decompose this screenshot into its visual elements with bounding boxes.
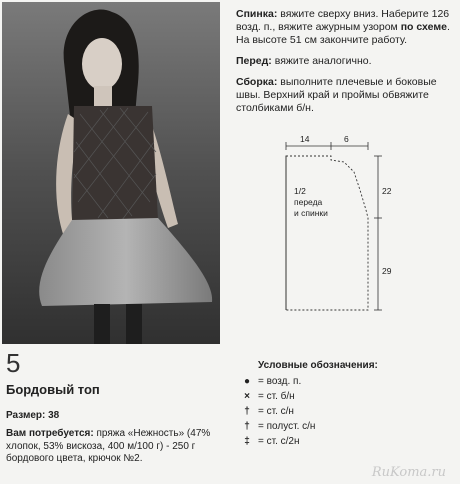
legend-text: = полуст. с/н: [258, 421, 316, 432]
back-text: вяжите сверху вниз. Наберите 126 возд. п., вяжите ажурным узором: [236, 8, 450, 33]
dim-top-left: 14: [300, 134, 310, 144]
size-label: Размер:: [6, 410, 46, 421]
size-line: [6, 410, 59, 421]
piece-label-2: переда: [294, 197, 323, 207]
piece-label-3: и спинки: [294, 208, 328, 218]
chain-stitch-icon: ●: [243, 376, 251, 387]
instructions: [236, 8, 458, 123]
back-instructions: [236, 8, 458, 47]
front-text: вяжите аналогично.: [271, 55, 372, 67]
legend-title: Условные обозначения:: [258, 360, 378, 371]
legend-item: [240, 374, 456, 389]
model-title: Бордовый топ: [6, 382, 100, 397]
assembly-label: Сборка:: [236, 76, 278, 88]
legend-text: = возд. п.: [258, 376, 302, 387]
back-tail: . На высоте 51 см закончите работу.: [236, 21, 450, 46]
legend-item: [240, 434, 456, 449]
treble-crochet-icon: ‡: [244, 436, 250, 447]
needs-text: пряжа «Нежность» (47% хлопок, 53% вискоза, 400 м/100 г) - 250 г бордового цвета, крючок №2.: [6, 428, 211, 464]
legend-text: = ст. б/н: [258, 391, 295, 402]
front-instructions: [236, 55, 458, 68]
legend-text: = ст. с/н: [258, 406, 294, 417]
pattern-schema: [236, 130, 458, 340]
piece-label-1: 1/2: [294, 186, 306, 196]
watermark: RuKoma.ru: [371, 465, 446, 480]
front-label: Перед:: [236, 55, 272, 67]
legend-text: = ст. с/2н: [258, 436, 300, 447]
materials: [6, 428, 228, 466]
legend: [240, 360, 456, 449]
model-photo: [2, 2, 220, 344]
legend-item: [240, 419, 456, 434]
size-value: 38: [45, 410, 60, 421]
dim-right-bottom: 29: [382, 266, 392, 276]
dim-top-right: 6: [344, 134, 349, 144]
dim-right-top: 22: [382, 186, 392, 196]
assembly-text: выполните плечевые и боковые швы. Верхний край и проймы обвяжите столбиками б/н.: [236, 76, 437, 114]
assembly-instructions: [236, 76, 458, 115]
half-double-crochet-icon: †: [244, 421, 250, 432]
needs-label: Вам потребуется:: [6, 428, 94, 439]
back-link: по схеме: [400, 21, 447, 33]
single-crochet-icon: ×: [244, 391, 250, 402]
double-crochet-icon: †: [244, 406, 250, 417]
back-label: Спинка:: [236, 8, 278, 20]
legend-item: [240, 389, 456, 404]
legend-item: [240, 404, 456, 419]
model-number: 5: [6, 348, 21, 378]
